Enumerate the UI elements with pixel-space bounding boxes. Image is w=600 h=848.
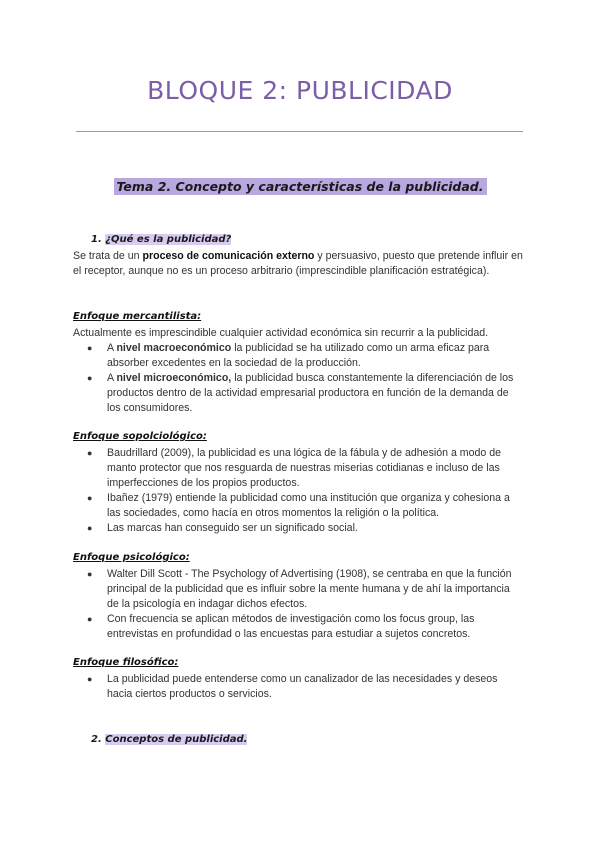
list-item: ● A nivel microeconómico, la publicidad busca constantemente la diferenciación de los productos dentro de la actividad empresarial productora en función de la demanda de los consumidores.	[87, 372, 514, 414]
filosofico-heading: Enfoque filosófico:	[73, 657, 179, 668]
list-item: ● Las marcas han conseguido ser un significado social.	[87, 522, 358, 534]
bullet-icon: ●	[87, 523, 93, 533]
section-1-heading	[91, 234, 231, 245]
psicologico-heading: Enfoque psicológico:	[73, 552, 190, 563]
page-title: BLOQUE 2: PUBLICIDAD	[147, 76, 453, 105]
section-2-title: Conceptos de publicidad.	[105, 734, 248, 745]
section-1-number: 1.	[91, 234, 102, 245]
section-1-intro-bold: proceso de comunicación externo	[142, 250, 315, 262]
list-item: ● Ibañez (1979) entiende la publicidad como una institución que organiza y cohesiona a las sociedades, como hacía en otros momentos la religión o la política.	[87, 492, 510, 519]
bullet-icon: ●	[87, 343, 93, 353]
sociologico-heading: Enfoque sopolciológico:	[73, 431, 207, 442]
mercantilista-heading: Enfoque mercantilista:	[73, 311, 202, 322]
filosofico-list	[87, 672, 521, 702]
bullet-icon: ●	[87, 674, 93, 684]
bullet-icon: ●	[87, 373, 93, 383]
topic-heading-text: Tema 2. Concepto y características de la publicidad.	[114, 178, 487, 195]
list-item: ● Con frecuencia se aplican métodos de investigación como los focus group, las entrevistas en profundidad o las encuestas para estudiar a sujetos concretos.	[87, 613, 475, 640]
section-1-title: ¿Qué es la publicidad?	[105, 234, 232, 245]
list-item: ● A nivel macroeconómico la publicidad se ha utilizado como un arma eficaz para absorber excedentes en la sociedad de la producción.	[87, 342, 490, 369]
section-2-number: 2.	[91, 734, 102, 745]
bullet-icon: ●	[87, 569, 93, 579]
mercantilista-list	[87, 341, 519, 416]
bullet-icon: ●	[87, 448, 93, 458]
list-item: ● Baudrillard (2009), la publicidad es una lógica de la fábula y de adhesión a modo de manto protector que nos resguarda de nuestras miserias cotidianas e incluso de las imperfecciones de los propios productos.	[87, 447, 502, 489]
topic-heading	[0, 178, 600, 196]
bullet-icon: ●	[87, 493, 93, 503]
sociologico-list	[87, 446, 521, 536]
list-item: ● La publicidad puede entenderse como un canalizador de las necesidades y deseos hacia ciertos productos o servicios.	[87, 673, 498, 700]
horizontal-divider	[76, 131, 523, 132]
section-1-intro: Se trata de un proceso de comunicación externo y persuasivo, puesto que pretende influir en el receptor, aunque no es un proceso arbitrario (imprescindible planificación estratégica).	[73, 250, 523, 277]
mercantilista-intro: Actualmente es imprescindible cualquier actividad económica sin recurrir a la publicidad.	[73, 327, 489, 339]
section-2-heading	[91, 734, 247, 745]
bullet-icon: ●	[87, 614, 93, 624]
psicologico-list	[87, 567, 521, 642]
list-item: ● Walter Dill Scott - The Psychology of Advertising (1908), se centraba en que la función principal de la publicidad que es influir sobre la mente humana y de ahí la importancia de la psicología en indagar dichos efectos.	[87, 568, 512, 610]
